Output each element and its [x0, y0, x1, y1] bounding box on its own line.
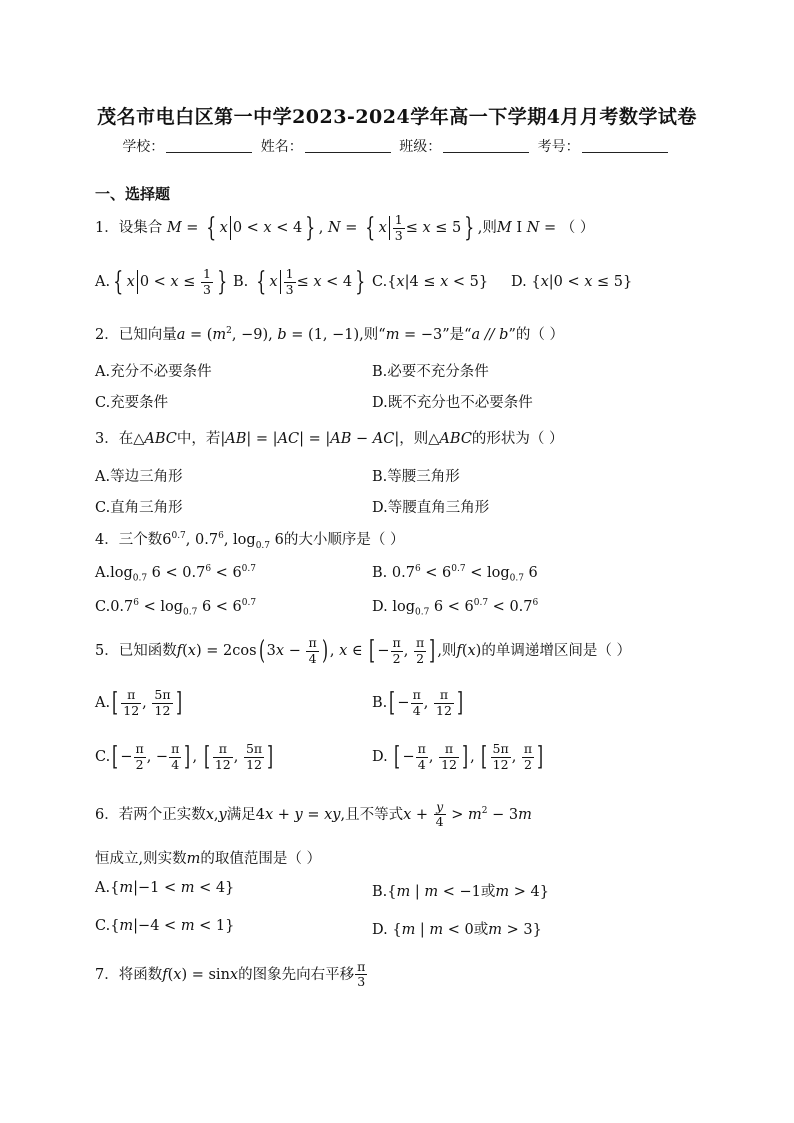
question-2: 2．已知向量$a = (m^2$, −9), b = (1, −1),则“m = −3”是“a // b”的（ ）	[95, 326, 564, 343]
option-4a[interactable]: $A.\log_{0.7}$ $6 < 0.7^6 < 6^{0.7}$	[95, 564, 256, 584]
option-6b[interactable]: B.{m | m < −1或m > 4}	[372, 884, 549, 900]
option-5c[interactable]: C.[ − $\frac{\pi}{2}$ , − $\frac{\pi}{4}$ ] , [ $\frac{\pi}{12}$ , $\frac{5\pi}{12}$ ]	[95, 741, 274, 772]
question-1: 1．设集合 M = { x 0 < x < 4 } , N = { x $\frac{1}{3}$ ≤ x ≤ 5 } ,则M I N = （ ）	[95, 212, 595, 243]
option-4d[interactable]: D. $\log_{0.7} 6 < 6^{0.7} < 0.7^6$	[372, 598, 539, 618]
section-heading: 一、选择题	[95, 185, 171, 203]
name-field[interactable]	[305, 140, 391, 153]
school-label: 学校：	[122, 139, 165, 155]
school-field[interactable]	[166, 140, 252, 153]
page-title: 茂名市电白区第一中学2023-2024学年高一下学期4月月考数学试卷	[97, 106, 697, 128]
option-4c[interactable]: $C.0.7^6 < \log_{0.7} 6 < 6^{0.7}$	[95, 598, 257, 618]
option-5b[interactable]: B.[ − $\frac{\pi}{4}$ , $\frac{\pi}{12}$ ]	[372, 687, 464, 718]
option-2b[interactable]: B.必要不充分条件	[372, 364, 489, 380]
question-7: 7．将函数f(x) = sinx的图象先向右平移 $\frac{\pi}{3}$	[95, 959, 366, 990]
option-5a[interactable]: A.[ $\frac{\pi}{12}$ , $\frac{5\pi}{12}$ ]	[95, 687, 182, 718]
option-5d[interactable]: D. [ − $\frac{\pi}{4}$ , $\frac{\pi}{12}$ ] , [ $\frac{5\pi}{12}$ , $\frac{\pi}{2}$ ]	[372, 741, 544, 772]
id-field[interactable]	[582, 140, 668, 153]
option-6a[interactable]: A.{m|−1 < m < 4}	[95, 880, 235, 896]
option-1b[interactable]: B. { x $\frac{1}{3}$ ≤ x < 4 }	[233, 266, 366, 297]
option-2c[interactable]: C.充要条件	[95, 395, 169, 411]
option-3a[interactable]: A.等边三角形	[95, 469, 183, 485]
question-3: 3．在△ABC中，若|AB| = |AC| = |AB − AC|，则△ABC的形状为（ ）	[95, 431, 564, 447]
option-1d[interactable]: D. {x|0 < x ≤ 5}	[511, 274, 633, 290]
option-3b[interactable]: B.等腰三角形	[372, 469, 460, 485]
question-4: 4．三个数$6^{0.7}$, $0.7^6$, $\log_{0.7} 6$的大小顺序是（ ）	[95, 531, 405, 551]
option-3d[interactable]: D.等腰直角三角形	[372, 500, 490, 516]
option-1c[interactable]: C.{x|4 ≤ x < 5}	[372, 274, 489, 290]
name-label: 姓名：	[260, 139, 303, 155]
question-6: 6．若两个正实数x,y满足4x + y = xy,且不等式x + $\frac{y}{4}$ > $m^2 - 3m$	[95, 799, 532, 830]
option-2a[interactable]: A.充分不必要条件	[95, 364, 212, 380]
id-label: 考号：	[537, 139, 580, 155]
class-field[interactable]	[443, 140, 529, 153]
option-1a[interactable]: A. { x 0 < x ≤ $\frac{1}{3}$ }	[95, 266, 228, 297]
option-2d[interactable]: D.既不充分也不必要条件	[372, 395, 533, 411]
question-6-cont: 恒成立,则实数m的取值范围是（ ）	[95, 851, 321, 867]
option-4b[interactable]: B. $0.7^6 < 6^{0.7} < \log_{0.7} 6$	[372, 564, 538, 584]
student-info-row	[0, 136, 794, 156]
option-3c[interactable]: C.直角三角形	[95, 500, 183, 516]
class-label: 班级：	[399, 139, 442, 155]
option-6d[interactable]: D. {m | m < 0或m > 3}	[372, 922, 542, 938]
option-6c[interactable]: C.{m|−4 < m < 1}	[95, 918, 235, 934]
question-5: 5．已知函数f(x) = 2cos( 3x − $\frac{\pi}{4}$ ) , x ∈ [ − $\frac{\pi}{2}$ , $\frac{\pi}{2}$ ] ,则f(x)的单调递增区间是（ ）	[95, 635, 631, 666]
